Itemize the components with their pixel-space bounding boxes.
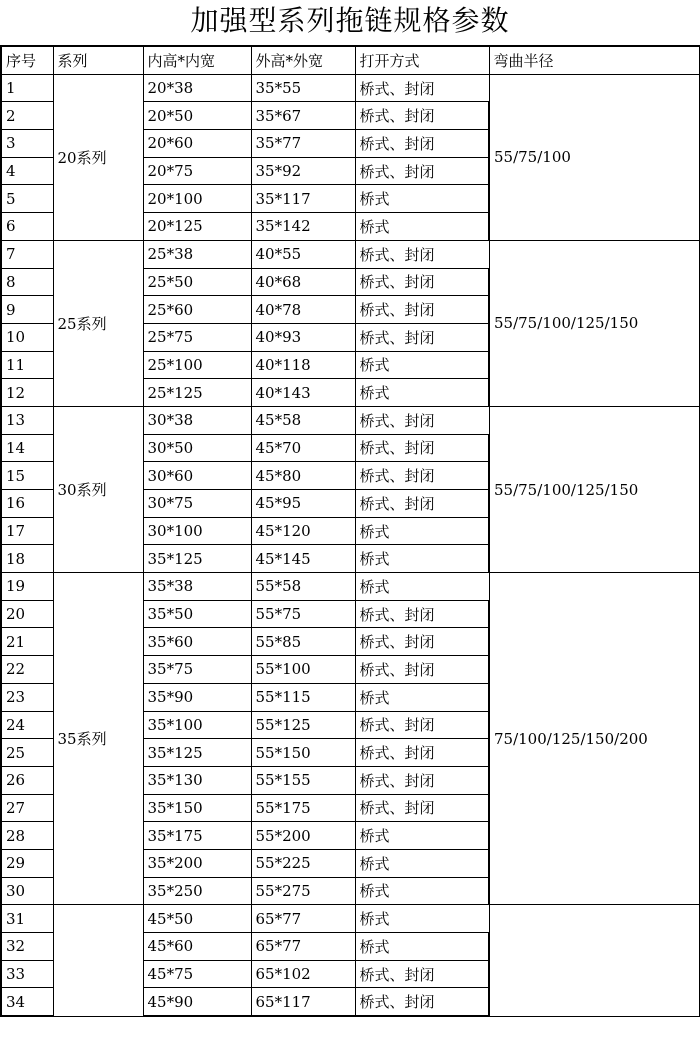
- cell-open-type: 桥式: [355, 573, 489, 601]
- cell-inner-size: 35*150: [143, 794, 251, 822]
- cell-inner-size: 45*90: [143, 988, 251, 1016]
- cell-index: 7: [1, 240, 53, 268]
- cell-outer-size: 55*175: [251, 794, 355, 822]
- cell-inner-size: 30*100: [143, 517, 251, 545]
- cell-outer-size: 65*117: [251, 988, 355, 1016]
- cell-index: 29: [1, 849, 53, 877]
- cell-index: 15: [1, 462, 53, 490]
- cell-inner-size: 35*175: [143, 822, 251, 850]
- cell-inner-size: 35*75: [143, 656, 251, 684]
- cell-index: 2: [1, 102, 53, 130]
- cell-outer-size: 40*93: [251, 323, 355, 351]
- cell-open-type: 桥式、封闭: [355, 462, 489, 490]
- cell-outer-size: 35*77: [251, 130, 355, 158]
- cell-open-type: 桥式、封闭: [355, 960, 489, 988]
- cell-index: 30: [1, 877, 53, 905]
- cell-open-type: 桥式: [355, 905, 489, 933]
- cell-inner-size: 25*125: [143, 379, 251, 407]
- cell-outer-size: 40*143: [251, 379, 355, 407]
- table-row: [1, 406, 700, 434]
- cell-index: 26: [1, 766, 53, 794]
- cell-open-type: 桥式: [355, 683, 489, 711]
- cell-index: 6: [1, 213, 53, 241]
- cell-outer-size: 35*117: [251, 185, 355, 213]
- cell-open-type: 桥式、封闭: [355, 628, 489, 656]
- cell-index: 16: [1, 490, 53, 518]
- cell-index: 20: [1, 600, 53, 628]
- cell-outer-size: 55*225: [251, 849, 355, 877]
- cell-inner-size: 45*60: [143, 933, 251, 961]
- cell-inner-size: 30*50: [143, 434, 251, 462]
- cell-inner-size: 35*100: [143, 711, 251, 739]
- cell-inner-size: 30*38: [143, 406, 251, 434]
- cell-index: 32: [1, 933, 53, 961]
- cell-index: 24: [1, 711, 53, 739]
- cell-inner-size: 35*200: [143, 849, 251, 877]
- cell-inner-size: 35*130: [143, 766, 251, 794]
- cell-open-type: 桥式: [355, 877, 489, 905]
- cell-bend-radius: 55/75/100: [489, 74, 700, 240]
- cell-open-type: 桥式: [355, 213, 489, 241]
- cell-outer-size: 40*78: [251, 296, 355, 324]
- cell-outer-size: 40*118: [251, 351, 355, 379]
- cell-inner-size: 20*75: [143, 157, 251, 185]
- cell-index: 19: [1, 573, 53, 601]
- cell-open-type: 桥式、封闭: [355, 490, 489, 518]
- cell-series: 20系列: [53, 74, 143, 240]
- cell-outer-size: 55*58: [251, 573, 355, 601]
- cell-open-type: 桥式、封闭: [355, 656, 489, 684]
- cell-index: 5: [1, 185, 53, 213]
- cell-series: [53, 905, 143, 1016]
- cell-inner-size: 20*125: [143, 213, 251, 241]
- cell-inner-size: 20*100: [143, 185, 251, 213]
- header-open-type: 打开方式: [355, 46, 489, 74]
- cell-outer-size: 65*102: [251, 960, 355, 988]
- cell-series: 35系列: [53, 573, 143, 905]
- cell-outer-size: 35*67: [251, 102, 355, 130]
- cell-open-type: 桥式: [355, 517, 489, 545]
- cell-open-type: 桥式: [355, 545, 489, 573]
- cell-outer-size: 65*77: [251, 905, 355, 933]
- cell-index: 10: [1, 323, 53, 351]
- cell-outer-size: 55*125: [251, 711, 355, 739]
- cell-index: 1: [1, 74, 53, 102]
- cell-open-type: 桥式、封闭: [355, 600, 489, 628]
- page-title: 加强型系列拖链规格参数: [190, 4, 510, 37]
- header-index: 序号: [1, 46, 53, 74]
- table-row: [1, 240, 700, 268]
- cell-open-type: 桥式、封闭: [355, 323, 489, 351]
- cell-outer-size: 45*70: [251, 434, 355, 462]
- cell-outer-size: 65*77: [251, 933, 355, 961]
- cell-outer-size: 55*200: [251, 822, 355, 850]
- cell-outer-size: 45*145: [251, 545, 355, 573]
- table-row: [1, 74, 700, 102]
- cell-open-type: 桥式、封闭: [355, 711, 489, 739]
- cell-inner-size: 25*60: [143, 296, 251, 324]
- cell-inner-size: 20*50: [143, 102, 251, 130]
- cell-inner-size: 20*60: [143, 130, 251, 158]
- cell-outer-size: 55*85: [251, 628, 355, 656]
- cell-inner-size: 25*100: [143, 351, 251, 379]
- cell-inner-size: 30*75: [143, 490, 251, 518]
- cell-open-type: 桥式、封闭: [355, 434, 489, 462]
- cell-series: 25系列: [53, 240, 143, 406]
- cell-index: 8: [1, 268, 53, 296]
- cell-index: 14: [1, 434, 53, 462]
- cell-index: 13: [1, 406, 53, 434]
- cell-inner-size: 35*90: [143, 683, 251, 711]
- cell-open-type: 桥式: [355, 185, 489, 213]
- cell-index: 25: [1, 739, 53, 767]
- cell-open-type: 桥式: [355, 849, 489, 877]
- cell-inner-size: 25*75: [143, 323, 251, 351]
- cell-inner-size: 20*38: [143, 74, 251, 102]
- cell-inner-size: 35*125: [143, 739, 251, 767]
- table-row: [1, 573, 700, 601]
- cell-outer-size: 55*75: [251, 600, 355, 628]
- cell-inner-size: 45*50: [143, 905, 251, 933]
- cell-inner-size: 35*38: [143, 573, 251, 601]
- cell-outer-size: 55*150: [251, 739, 355, 767]
- header-outer-size: 外高*外宽: [251, 46, 355, 74]
- cell-index: 9: [1, 296, 53, 324]
- cell-open-type: 桥式、封闭: [355, 102, 489, 130]
- cell-open-type: 桥式、封闭: [355, 130, 489, 158]
- cell-bend-radius: 55/75/100/125/150: [489, 406, 700, 572]
- cell-index: 17: [1, 517, 53, 545]
- cell-index: 34: [1, 988, 53, 1016]
- cell-inner-size: 25*50: [143, 268, 251, 296]
- header-bend-radius: 弯曲半径: [489, 46, 700, 74]
- cell-open-type: 桥式、封闭: [355, 268, 489, 296]
- cell-outer-size: 55*155: [251, 766, 355, 794]
- cell-open-type: 桥式: [355, 822, 489, 850]
- cell-index: 21: [1, 628, 53, 656]
- spec-table: [0, 45, 700, 1017]
- header-row: [1, 46, 700, 74]
- cell-open-type: 桥式、封闭: [355, 74, 489, 102]
- cell-index: 23: [1, 683, 53, 711]
- cell-index: 27: [1, 794, 53, 822]
- cell-open-type: 桥式、封闭: [355, 739, 489, 767]
- cell-bend-radius: 75/100/125/150/200: [489, 573, 700, 905]
- cell-outer-size: 35*142: [251, 213, 355, 241]
- cell-open-type: 桥式、封闭: [355, 406, 489, 434]
- cell-outer-size: 55*115: [251, 683, 355, 711]
- cell-index: 11: [1, 351, 53, 379]
- cell-open-type: 桥式、封闭: [355, 794, 489, 822]
- cell-outer-size: 55*275: [251, 877, 355, 905]
- cell-index: 22: [1, 656, 53, 684]
- cell-bend-radius: [489, 905, 700, 1016]
- cell-outer-size: 45*58: [251, 406, 355, 434]
- cell-index: 31: [1, 905, 53, 933]
- cell-open-type: 桥式、封闭: [355, 766, 489, 794]
- cell-index: 3: [1, 130, 53, 158]
- cell-inner-size: 45*75: [143, 960, 251, 988]
- cell-series: 30系列: [53, 406, 143, 572]
- cell-open-type: 桥式: [355, 379, 489, 407]
- cell-outer-size: 40*68: [251, 268, 355, 296]
- cell-index: 28: [1, 822, 53, 850]
- cell-index: 18: [1, 545, 53, 573]
- cell-open-type: 桥式、封闭: [355, 988, 489, 1016]
- header-series: 系列: [53, 46, 143, 74]
- table-row: [1, 905, 700, 933]
- header-inner-size: 内高*内宽: [143, 46, 251, 74]
- cell-inner-size: 25*38: [143, 240, 251, 268]
- cell-outer-size: 35*55: [251, 74, 355, 102]
- cell-outer-size: 40*55: [251, 240, 355, 268]
- cell-bend-radius: 55/75/100/125/150: [489, 240, 700, 406]
- cell-inner-size: 35*60: [143, 628, 251, 656]
- cell-inner-size: 35*125: [143, 545, 251, 573]
- cell-index: 33: [1, 960, 53, 988]
- cell-index: 4: [1, 157, 53, 185]
- cell-index: 12: [1, 379, 53, 407]
- cell-inner-size: 35*250: [143, 877, 251, 905]
- cell-outer-size: 45*120: [251, 517, 355, 545]
- cell-inner-size: 30*60: [143, 462, 251, 490]
- cell-inner-size: 35*50: [143, 600, 251, 628]
- cell-open-type: 桥式、封闭: [355, 296, 489, 324]
- cell-outer-size: 45*80: [251, 462, 355, 490]
- cell-open-type: 桥式、封闭: [355, 157, 489, 185]
- cell-outer-size: 55*100: [251, 656, 355, 684]
- cell-open-type: 桥式: [355, 933, 489, 961]
- cell-outer-size: 45*95: [251, 490, 355, 518]
- cell-outer-size: 35*92: [251, 157, 355, 185]
- cell-open-type: 桥式: [355, 351, 489, 379]
- cell-open-type: 桥式、封闭: [355, 240, 489, 268]
